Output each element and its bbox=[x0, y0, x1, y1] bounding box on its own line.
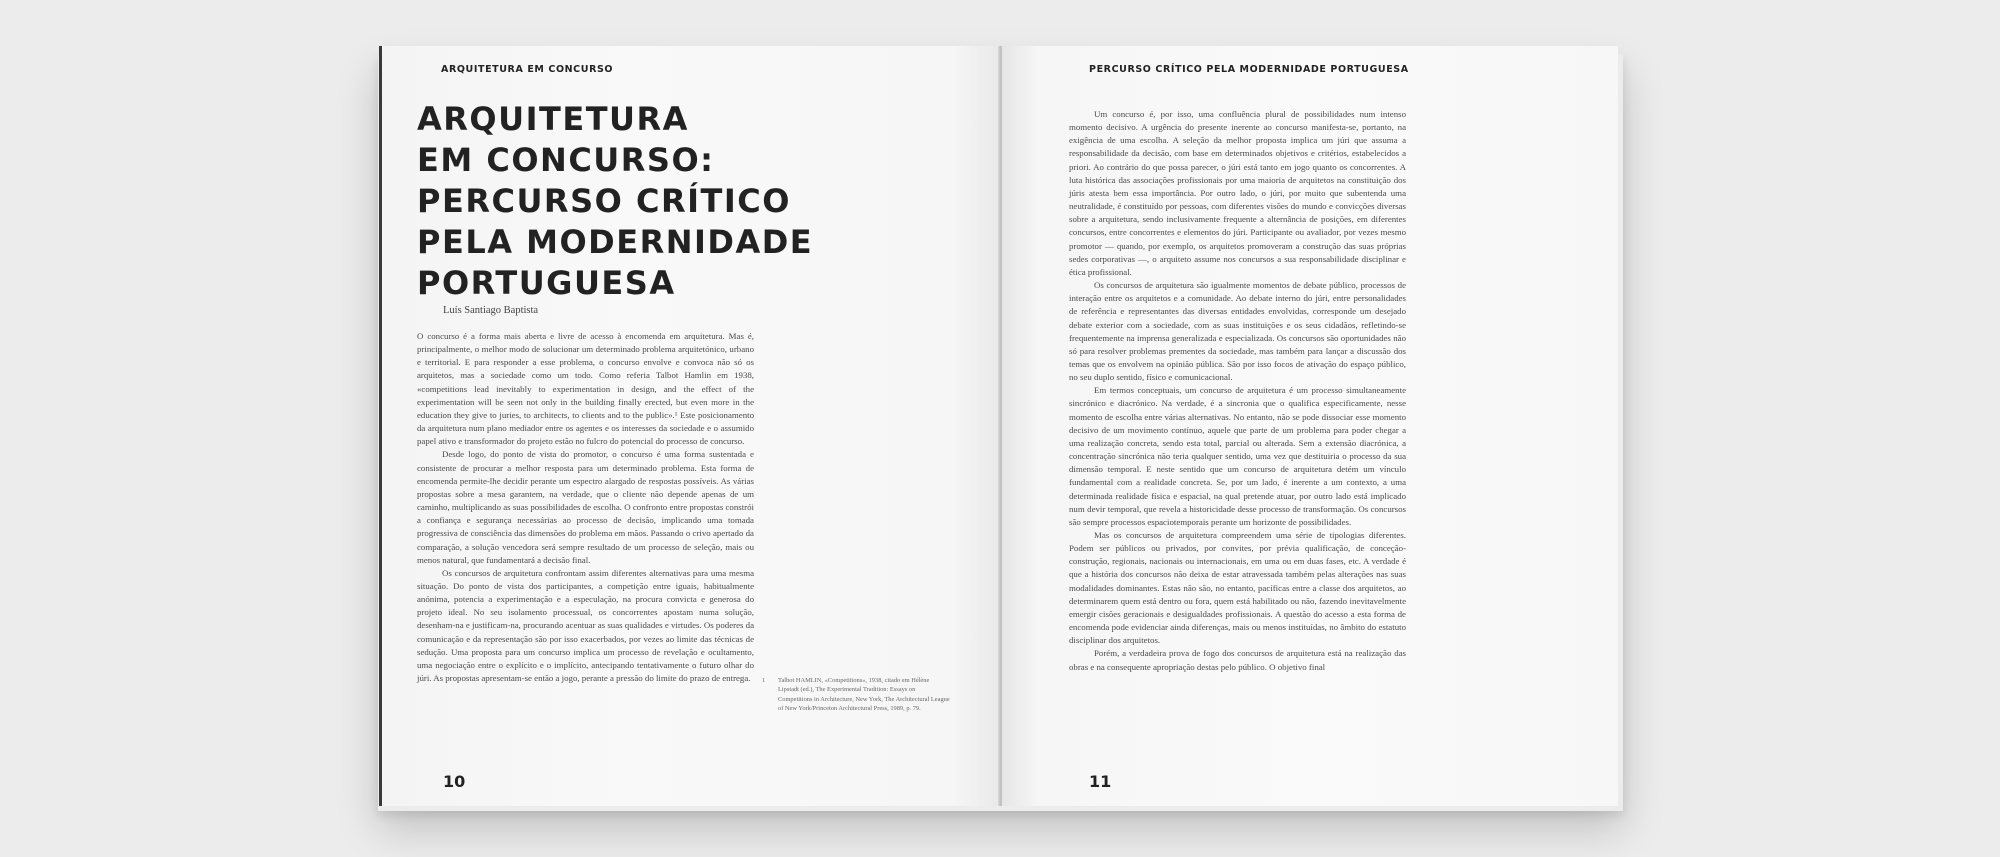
running-head-left: ARQUITETURA EM CONCURSO bbox=[441, 64, 614, 75]
paragraph: Um concurso é, por isso, uma confluência plural de possibilidades num intenso momento decisivo. A urgência do presente inerente ao concurso manifesta-se, portanto, na exigência de uma escolha. A seleção da melhor proposta implica um júri que assuma a responsabilidade da decisão, com base em determinados objetivos e critérios, estabelecidos a priori. Ao contrário do que possa parecer, o júri está tanto em jogo quanto os concorrentes. A luta histórica das associações profissionais por uma maioria de arquitetos na constituição dos júris atesta bem essa importância. Por outro lado, o júri, por muito que subentenda uma neutralidade, é constituído por pessoas, com diferentes visões do mundo e convicções diversas sobre a arquitetura, sendo inclusivamente frequente a alternância de posições, em diferentes concursos, entre concorrentes e elementos do júri. Participante ou avaliador, por vezes mesmo promotor — quando, por exemplo, os arquitetos promoveram a construção das suas próprias sedes corporativas —, o arquiteto assume nos concursos a sua responsabilidade disciplinar e ética profissional. bbox=[1069, 109, 1406, 277]
title-line: PERCURSO CRÍTICO bbox=[417, 182, 791, 220]
title-line: EM CONCURSO: bbox=[417, 141, 715, 179]
paragraph: Desde logo, do ponto de vista do promotor, o concurso é uma forma sustentada e consistente de procurar a melhor resposta para um determinado problema. Esta forma de encomenda permite-lhe decidir perante um espectro alargado de respostas possíveis. As várias propostas sobre a mesa garantem, na verdade, que o cliente não depende apenas de um caminho, multiplicando as suas possibilidades de escolha. O confronto entre propostas constrói a confiança e segurança necessárias ao processo de decisão, implicando uma tomada progressiva de consciência das dimensões do problema em mãos. Passando o crivo apertado da comparação, a solução vencedora será sempre resultado de um processo de seleção, mais ou menos natural, que fundamentará a decisão final. bbox=[417, 449, 754, 565]
running-head-right: PERCURSO CRÍTICO PELA MODERNIDADE PORTUGUESA bbox=[1089, 64, 1409, 75]
left-page bbox=[379, 46, 1003, 806]
paragraph: Porém, a verdadeira prova de fogo dos concursos de arquitetura está na realização das obras e na consequente apropriação destas pelo público. O objetivo final bbox=[1069, 648, 1406, 672]
paragraph: Em termos conceptuais, um concurso de arquitetura é um processo simultaneamente sincrónico e diacrónico. Na verdade, é a sincronia que o qualifica especificamente, nesse momento de escolha entre várias alternativas. No entanto, não se pode dissociar esse momento decisivo de um movimento contínuo, aquele que parte de um problema para poder chegar a uma realização concreta, sendo esta total, parcial ou alterada. Sem a extensão diacrónica, a concentração sincrónica não teria qualquer sentido, uma vez que destituiria o processo da sua dimensão temporal. E neste sentido que um concurso de arquitetura detém um vínculo fundamental com a realidade concreta. Se, por um lado, é inerente a um contexto, a uma determinada realidade física e espacial, na qual pretende atuar, por outro lado está implicado num devir temporal, que revela a historicidade desse processo de transformação. Os concursos são sempre processos espaciotemporais perante um horizonte de possibilidades. bbox=[1069, 385, 1406, 527]
paragraph: Os concursos de arquitetura confrontam assim diferentes alternativas para uma mesma situação. Do ponto de vista dos participantes, a competição entre iguais, habitualmente anónima, potencia a experimentação e a especulação, na procura convicta e generosa do projeto ideal. No seu isolamento processual, os concorrentes apostam numa solução, desenham-na e justificam-na, procurando acentuar as suas qualidades e virtudes. Os poderes da comunicação e da representação são por isso exacerbados, por vezes ao limite das técnicas de sedução. Uma proposta para um concurso implica um processo de revelação e ocultamento, uma negociação entre o explícito e o implícito, antecipando tentativamente o futuro olhar do júri. As propostas apresentam-se então a jogo, perante a pressão do limite do prazo de entrega. bbox=[417, 567, 754, 684]
footnote-number: 1 bbox=[762, 677, 766, 684]
title-line: PORTUGUESA bbox=[417, 264, 676, 302]
title-line: ARQUITETURA bbox=[417, 100, 689, 138]
title-line: PELA MODERNIDADE bbox=[417, 223, 814, 261]
paragraph: Os concursos de arquitetura são igualmente momentos de debate público, processos de interação entre os arquitetos e a comunidade. Ao debate interno do júri, entre personalidades de referência e representantes das diversas entidades envolvidas, corresponde um desejado debate exterior com a sociedade, com as suas instituições e os seus cidadãos, refletindo-se frequentemente na imprensa generalizada e especializada. Os concursos são oportunidades não só para resolver problemas prementes da sociedade, mas também para lançar a discussão dos temas que os envolvem na opinião pública. São por isso focos de ativação do espaço público, no seu duplo sentido, físico e comunicacional. bbox=[1069, 280, 1406, 383]
footnote bbox=[762, 676, 950, 714]
body-text-right bbox=[1069, 108, 1406, 674]
paragraph: O concurso é a forma mais aberta e livre de acesso à encomenda em arquitetura. Mas é, principalmente, o melhor modo de solucionar um determinado problema arquitetónico, urbano e territorial. E para responder a esse problema, o concurso envolve e convoca não só os arquitetos, mas a sociedade como um todo. Como referia Talbot Hamlin em 1938, «competitions lead inevitably to experimentation in design, and the effect of the experimentation will be seen not only in the building finally erected, but even more in the education they give to juries, to architects, to clients and to the public».¹ Este posicionamento da arquitetura num plano mediador entre os agentes e os interesses da sociedade e o assumido papel ativo e transformador do projeto estão no fulcro do potencial do processo de concurso. bbox=[417, 331, 754, 447]
paragraph: Mas os concursos de arquitetura compreendem uma série de tipologias diferentes. Podem ser públicos ou privados, por convites, por prévia qualificação, de conceção-construção, regionais, nacionais ou internacionais, em uma ou em duas fases, etc. A verdade é que a história dos concursos não deixa de estar atravessada também pelas alterações nas suas modalidades dominantes. Estas não são, no entanto, pacíficas entre a classe dos arquitetos, ao determinarem quem está dentro ou fora, quem está habilitado ou não, fazendo inevitavelmente emergir cisões geracionais e desigualdades profissionais. A questão do acesso a esta forma de encomenda pode evidenciar ainda diferenças, mais ou menos instituídas, no âmbito do estatuto disciplinar dos arquitetos. bbox=[1069, 530, 1406, 646]
author-name: Luís Santiago Baptista bbox=[443, 305, 539, 316]
right-page bbox=[1002, 46, 1618, 806]
footnote-text: Talbot HAMLIN, «Competitions», 1938, citado em Hélène Lipstadt (ed.), The Experimental Tradition: Essays on Competitions in Architecture, New York, The Architectural League of New York/Princeton Architectural Press, 1989, p. 79. bbox=[778, 677, 950, 713]
page-number-right: 11 bbox=[1089, 772, 1112, 791]
article-title bbox=[417, 99, 847, 304]
page-number-left: 10 bbox=[443, 772, 466, 791]
body-text-left bbox=[417, 330, 754, 685]
